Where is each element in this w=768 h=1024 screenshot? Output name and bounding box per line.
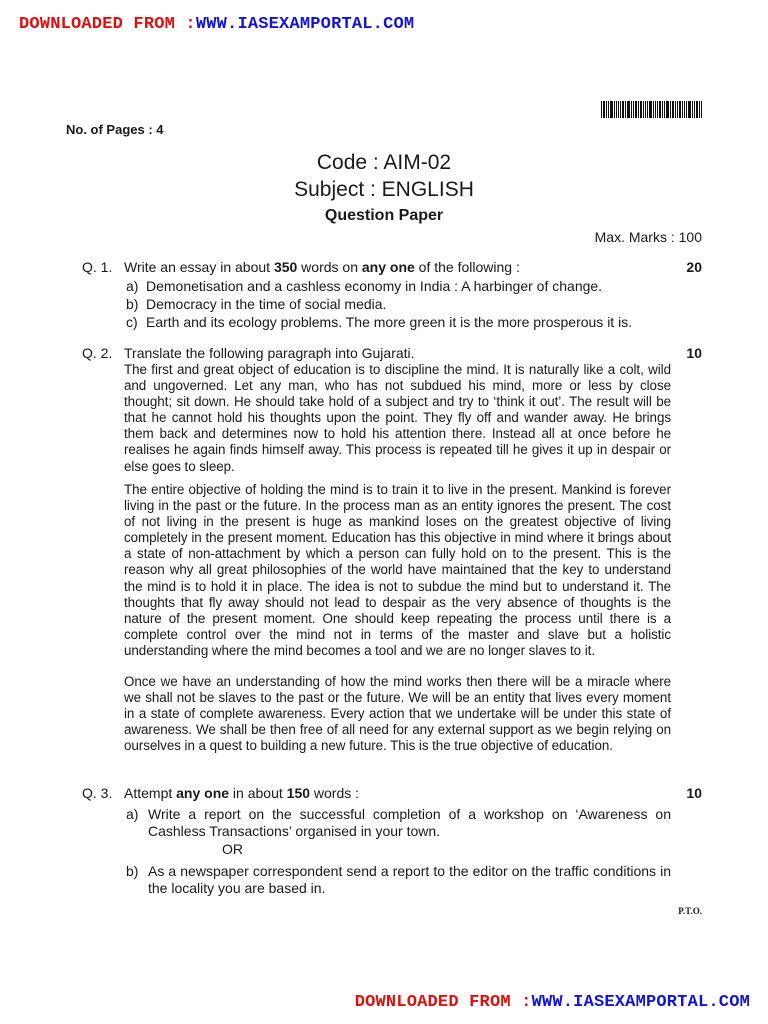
barcode-stripe	[601, 101, 602, 118]
barcode-stripe	[696, 101, 698, 118]
barcode-stripe	[653, 101, 655, 118]
barcode-stripe	[627, 101, 630, 118]
essay-option: a) Demonetisation and a cashless economy in India : A harbinger of change.	[126, 278, 603, 294]
barcode-stripe	[633, 101, 634, 118]
question-number: Q. 2.	[82, 345, 113, 361]
barcode-stripe	[677, 101, 678, 118]
barcode-stripe	[686, 101, 688, 118]
download-banner-top	[19, 15, 414, 34]
barcode-stripe	[701, 101, 702, 118]
barcode-stripe	[672, 101, 674, 118]
barcode-stripe	[657, 101, 658, 118]
barcode-stripe	[620, 101, 621, 118]
banner-url[interactable]: WWW.IASEXAMPORTAL.COM	[531, 993, 750, 1012]
barcode-stripe	[638, 101, 639, 118]
barcode-stripe	[635, 101, 637, 118]
barcode-stripe	[610, 101, 613, 118]
question-text: Write an essay in about 350 words on any one of the following :	[124, 259, 520, 275]
barcode-stripe	[647, 101, 648, 118]
barcode-stripe	[699, 101, 700, 118]
banner-label: DOWNLOADED FROM :	[354, 993, 532, 1012]
max-marks: Max. Marks : 100	[594, 229, 702, 245]
question-number: Q. 1.	[82, 259, 113, 275]
barcode-stripe	[662, 101, 663, 118]
barcode-stripe	[625, 101, 626, 118]
report-option-a: a) Write a report on the successful completion of a workshop on ‘Awareness on Cashless Transactions’ organised in your town.	[126, 806, 671, 839]
barcode-stripe	[606, 101, 607, 118]
page-count: No. of Pages : 4	[66, 122, 164, 137]
barcode-stripe	[692, 101, 693, 118]
question-text: Translate the following paragraph into Gujarati.	[124, 345, 415, 361]
barcode-stripe	[659, 101, 661, 118]
passage-paragraph: Once we have an understanding of how the mind works then there will be a miracle where we shall not be slaves to the past or the future. We will be an entity that lives every moment in a state of complete awareness. Every action that we undertake will be under this state of awareness. We shall be then free of all need for any external support as we begin relying on ourselves in a quest to building a new future. This is the true objective of education.	[124, 674, 671, 754]
barcode-stripe	[614, 101, 615, 118]
passage-paragraph: The entire objective of holding the mind is to train it to live in the present. Mankind is forever living in the past or the future. In the process man as an entity ignores the present. The cost of not living in the present is huge as mankind loses on the greatest objective of living completely in the present moment. Education has this objective in mind where it brings about a state of non-attachment by which a person can fully hold on to the present. This is the reason why all great philosophies of the world have maintained that the key to understand the mind is to hold it in place. The idea is not to subdue the mind but to understand it. The thoughts that fly away should not lead to despair as the very absence of thoughts is the nature of the present moment. One should keep repeating the process until there is a complete control over the mind not in terms of the master and slave but a holistic understanding where the mind becomes a tool and we are no longer slaves to it.	[124, 482, 671, 658]
barcode-stripe	[603, 101, 605, 118]
barcode-stripe	[688, 101, 691, 118]
banner-url[interactable]: WWW.IASEXAMPORTAL.COM	[195, 15, 415, 34]
paper-title: Question Paper	[324, 207, 444, 224]
paper-code: Code : AIM-02	[316, 151, 452, 174]
barcode-stripe	[694, 101, 695, 118]
passage-paragraph: The first and great object of education is to discipline the mind. It is naturally like a colt, wild and ungoverned. Let any man, who has not subdued his mind, more or less by close thought; sit down. He should take hold of a subject and try to ‘think it out’. The result will be that he cannot hold his thoughts upon the point. They fly off and wander away. He brings them back and determines now to hold his attention there. Instead all at once before he realises he again finds himself away. This process is repeated till he gives it up in despair or else goes to sleep.	[124, 362, 671, 474]
question-number: Q. 3.	[82, 785, 113, 801]
barcode-stripe	[643, 101, 644, 118]
question-marks: 10	[686, 345, 702, 361]
barcode-stripe	[616, 101, 618, 118]
barcode	[601, 101, 703, 118]
banner-label: DOWNLOADED FROM :	[19, 15, 196, 34]
barcode-stripe	[649, 101, 652, 118]
barcode-stripe	[682, 101, 683, 118]
barcode-stripe	[655, 101, 656, 118]
paper-subject: Subject : ENGLISH	[294, 178, 474, 201]
essay-option: b) Democracy in the time of social media.	[126, 296, 387, 312]
download-banner-bottom	[355, 993, 750, 1012]
page-turn-note: P.T.O.	[678, 906, 702, 916]
report-option-b: b) As a newspaper correspondent send a report to the editor on the traffic conditions in the locality you are based in.	[126, 863, 671, 896]
essay-option: c) Earth and its ecology problems. The more green it is the more prosperous it is.	[126, 314, 633, 330]
barcode-stripe	[618, 101, 619, 118]
question-marks: 10	[686, 785, 702, 801]
barcode-stripe	[622, 101, 624, 118]
barcode-stripe	[645, 101, 646, 118]
barcode-stripe	[684, 101, 685, 118]
barcode-stripe	[608, 101, 609, 118]
barcode-stripe	[631, 101, 632, 118]
question-text: Attempt any one in about 150 words :	[124, 785, 360, 801]
barcode-stripe	[664, 101, 665, 118]
question-marks: 20	[686, 259, 702, 275]
or-separator: OR	[222, 841, 243, 857]
barcode-stripe	[675, 101, 676, 118]
barcode-stripe	[679, 101, 681, 118]
barcode-stripe	[666, 101, 669, 118]
barcode-stripe	[640, 101, 642, 118]
barcode-stripe	[670, 101, 671, 118]
